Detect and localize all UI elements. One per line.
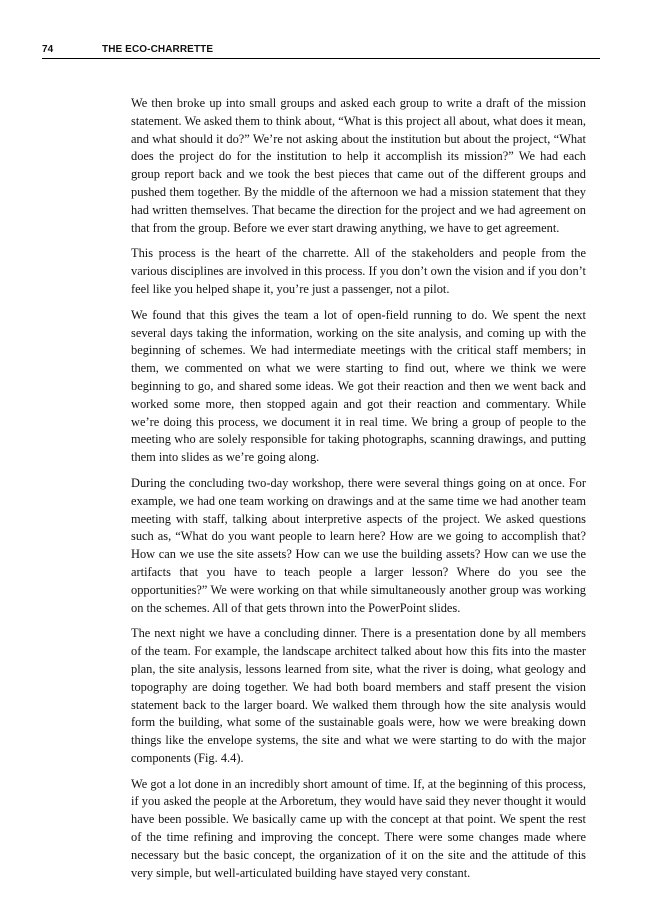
- paragraph-3: We found that this gives the team a lot of open-field running to do. We spent the next several days taking the information, working on the site analysis, and coming up with the beginning of schemes. We had intermediate meetings with the critical staff members; in them, we commented on what we were starting to find out, where we think we were beginning to go, and shared some ideas. We got their reaction and then we went back and worked some more, then stopped again and got their reaction and commentary. While we’re doing this process, we document it in real time. We bring a group of people to the meeting who are solely responsible for taking photographs, scanning drawings, and putting them into slides as we’re going along.: [131, 307, 586, 465]
- paragraph-6: We got a lot done in an incredibly short amount of time. If, at the beginning of this process, if you asked the people at the Arboretum, they would have said they never thought it would have been possible. We basically came up with the concept at that point. We spent the rest of the time refining and improving the concept. There were some changes made where necessary but the basic concept, the organization of it on the site and the attitude of this very simple, but well-articulated building have stayed very constant.: [131, 776, 586, 880]
- running-header: [42, 44, 600, 59]
- body-text: [131, 95, 586, 890]
- paragraph-4: During the concluding two-day workshop, there were several things going on at once. For example, we had one team working on drawings and at the same time we had another team meeting with staff, talking about interpretive aspects of the project. We asked questions such as, “What do you want people to learn here? How are we going to accomplish that? How can we use the site assets? How can we use the building assets? How can we use the artifacts that you have to teach people a larger lesson? Where do you see the opportunities?” We were working on that while simultaneously another group was working on the schemes. All of that gets thrown into the PowerPoint slides.: [131, 475, 586, 615]
- paragraph-2: This process is the heart of the charrette. All of the stakeholders and people from the various disciplines are involved in this process. If you don’t own the vision and if you don’t feel like you helped shape it, you’re just a passenger, not a pilot.: [131, 246, 586, 296]
- paragraph-5: The next night we have a concluding dinner. There is a presentation done by all members of the team. For example, the landscape architect talked about how this fits into the master plan, the site analysis, lessons learned from site, what the river is doing, what geology and topography are doing together. We had both board members and staff present the vision statement back to the larger board. We walked them through how the site analysis would form the building, what some of the sustainable goals were, how we were breaking down things like the envelope systems, the site and what we were starting to do with the major components (Fig. 4.4).: [131, 626, 586, 765]
- paragraph-1: We then broke up into small groups and asked each group to write a draft of the mission statement. We asked them to think about, “What is this project all about, what does it mean, and what should it do?” We’re not asking about the institution but about the project, “What does the project do for the institution to help it accomplish its mission?” We had each group report back and we took the best pieces that came out of the different groups and pushed them together. By the middle of the afternoon we had a mission statement that they had written themselves. That became the direction for the project and we had agreement on that from the group. Before we ever start drawing anything, we have to get agreement.: [131, 96, 586, 235]
- chapter-title: THE ECO-CHARRETTE: [102, 44, 214, 55]
- page-number: 74: [42, 44, 54, 55]
